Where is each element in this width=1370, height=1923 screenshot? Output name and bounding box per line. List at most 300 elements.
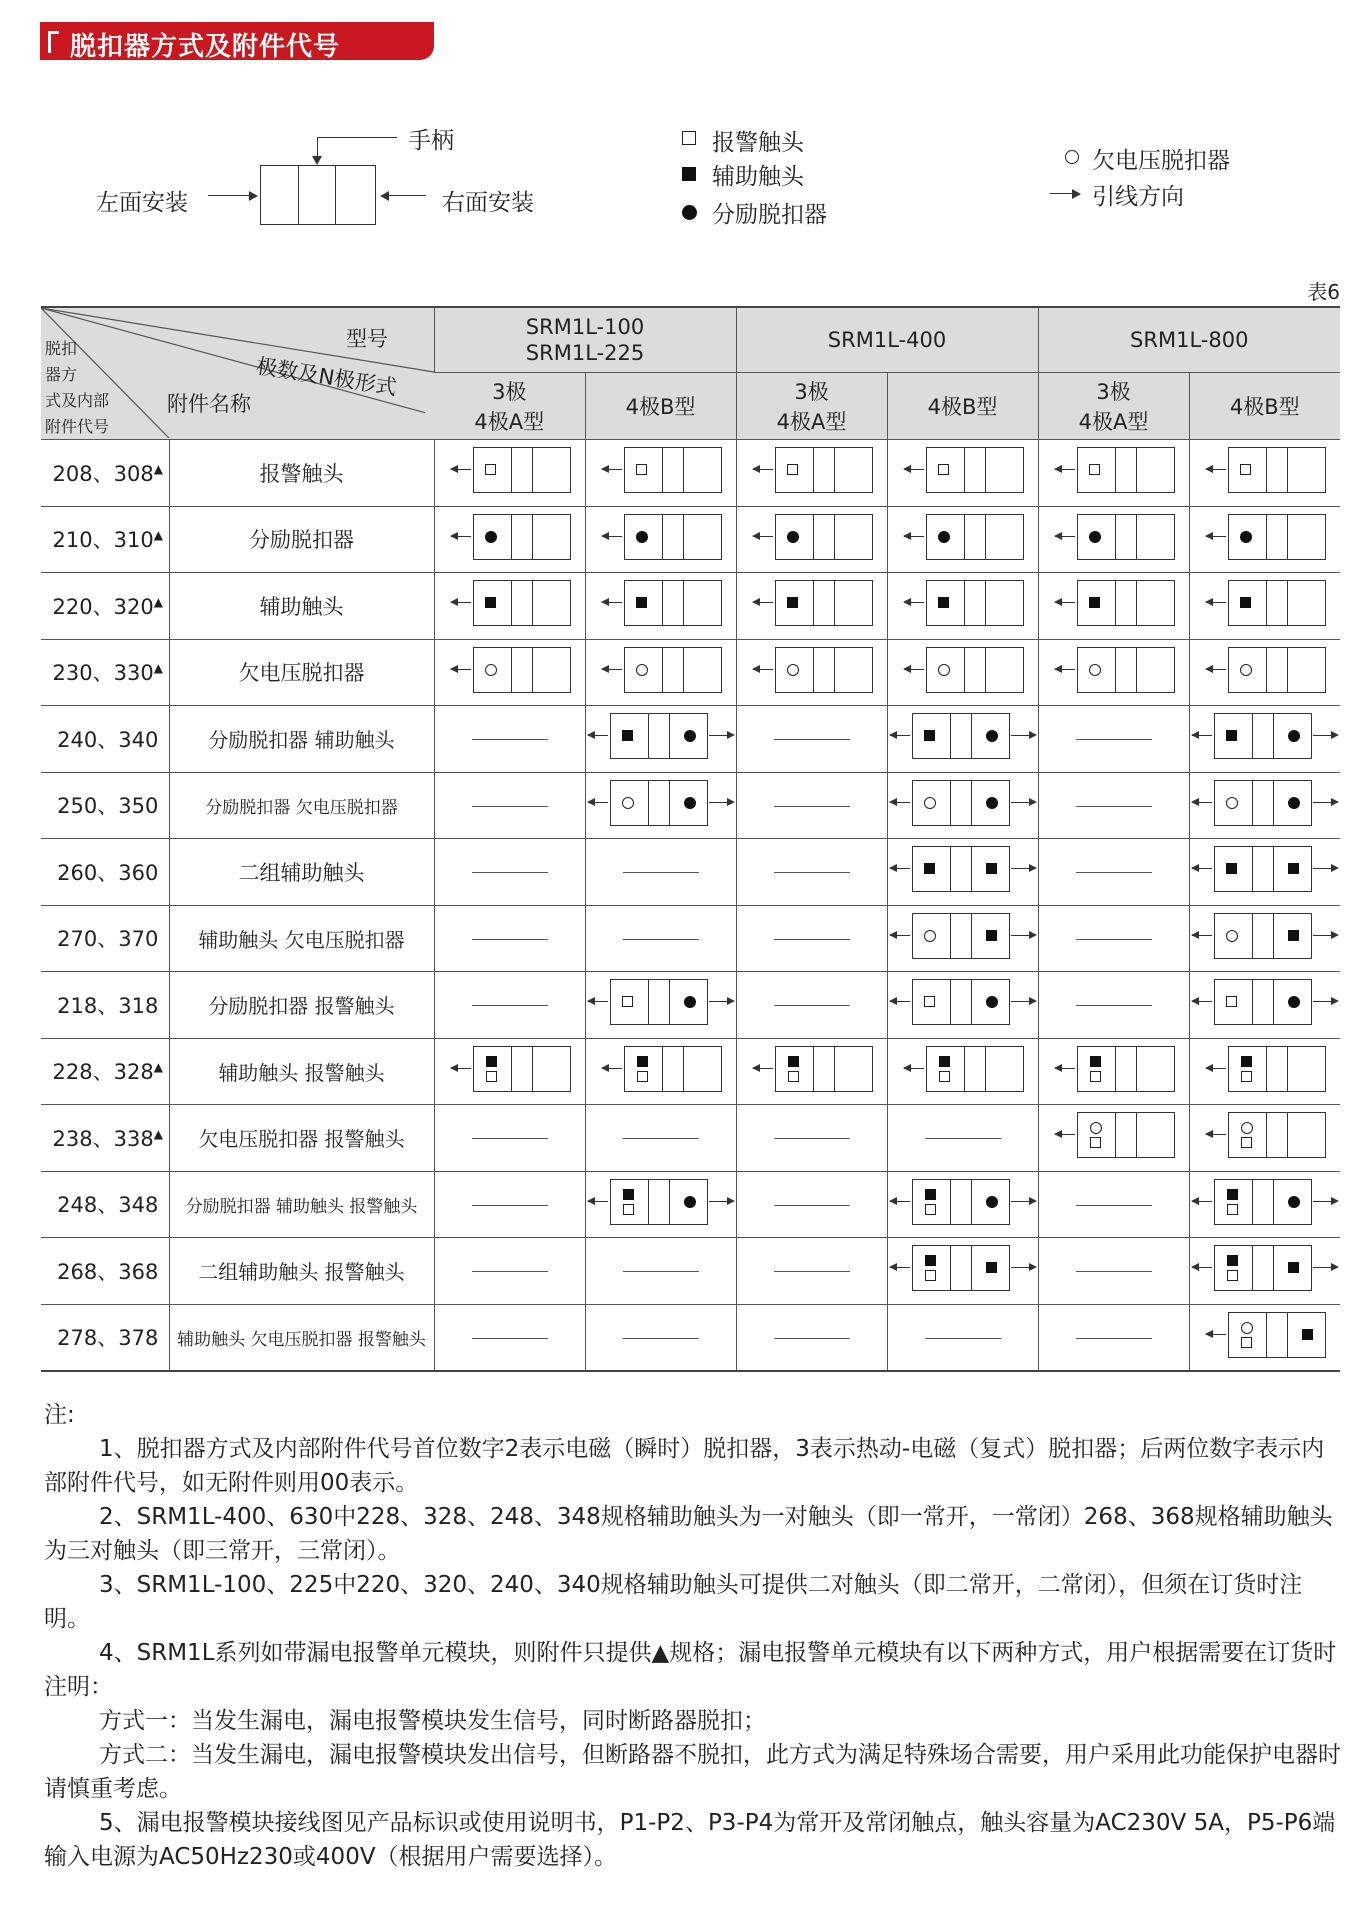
breaker-outline xyxy=(1077,1046,1175,1092)
filled-dot-icon xyxy=(1288,1196,1300,1208)
filled-dot-icon xyxy=(1240,531,1252,543)
breaker-symbol xyxy=(1055,580,1173,626)
breaker-outline xyxy=(1214,979,1312,1025)
model-header-100 xyxy=(434,307,736,373)
breaker-symbol xyxy=(451,1046,569,1092)
not-available-dash xyxy=(736,905,887,972)
filled-dot-icon xyxy=(986,730,998,742)
accessory-name: 二组辅助触头 xyxy=(169,839,434,906)
not-available-dash xyxy=(736,1304,887,1371)
accessory-symbol-cell xyxy=(585,706,736,773)
table-row xyxy=(41,972,1340,1039)
lead-arrow-left-icon xyxy=(588,735,608,736)
dash-line xyxy=(1076,1005,1152,1006)
lead-arrow-left-icon xyxy=(588,1201,608,1202)
corner-code-line3: 式及内部 xyxy=(45,391,110,410)
not-available-dash xyxy=(434,706,585,773)
accessory-symbol-cell xyxy=(1189,1171,1340,1238)
lead-arrow-left-icon xyxy=(1206,469,1226,470)
accessory-symbol-cell xyxy=(585,772,736,839)
not-available-dash xyxy=(1038,972,1189,1039)
lead-arrow-left-icon xyxy=(1055,1068,1075,1069)
undervoltage-label: 欠电压脱扣器 xyxy=(1092,148,1230,174)
lead-arrow-left-icon xyxy=(602,602,622,603)
lead-arrow-right-icon xyxy=(1313,802,1333,803)
breaker-symbol xyxy=(890,1245,1036,1291)
arrow-down-icon xyxy=(312,156,322,165)
lead-arrow-left-icon xyxy=(904,669,924,670)
breaker-outline xyxy=(473,1046,571,1092)
lead-arrow-right-icon xyxy=(1313,935,1333,936)
breaker-symbol xyxy=(588,780,734,826)
breaker-outline xyxy=(1228,580,1326,626)
breaker-outline xyxy=(624,447,722,493)
dash-line xyxy=(774,1205,850,1206)
dash-line xyxy=(774,739,850,740)
breaker-outline xyxy=(912,1179,1010,1225)
lead-arrow-left-icon xyxy=(1192,1001,1212,1002)
lead-arrow-left-icon xyxy=(451,469,471,470)
accessory-symbol-cell xyxy=(585,440,736,507)
pole-header-4b xyxy=(1189,373,1340,440)
pole-header-4b xyxy=(887,373,1038,440)
open-square-icon xyxy=(1090,1137,1101,1148)
breaker-outline xyxy=(1228,1046,1326,1092)
breaker-outline xyxy=(775,647,873,693)
accessory-symbol-cell xyxy=(887,1238,1038,1305)
not-available-dash xyxy=(1038,839,1189,906)
accessory-code xyxy=(41,573,169,640)
lead-arrow-right-icon xyxy=(1011,1267,1031,1268)
accessory-symbol-cell xyxy=(887,573,1038,640)
lead-arrow-left-icon xyxy=(1206,1134,1226,1135)
accessory-symbol-cell xyxy=(887,440,1038,507)
breaker-symbol xyxy=(1206,647,1324,693)
breaker-symbol xyxy=(904,1046,1022,1092)
table-row xyxy=(41,905,1340,972)
open-square-icon xyxy=(1090,1071,1101,1082)
filled-square-icon xyxy=(1288,930,1299,941)
code-text: 210、310 xyxy=(52,528,154,553)
not-available-dash xyxy=(585,839,736,906)
note-4: 4、SRM1L系列如带漏电报警单元模块，则附件只提供▲规格；漏电报警单元模块有以下两种方式，用户根据需要在订货时注明： xyxy=(44,1640,1337,1700)
table-row xyxy=(41,772,1340,839)
lead-arrow-left-icon xyxy=(588,802,608,803)
code-text: 228、328 xyxy=(52,1060,154,1085)
breaker-outline xyxy=(1077,447,1175,493)
model-header-400 xyxy=(736,307,1038,373)
filled-square-icon xyxy=(1302,1329,1313,1340)
accessory-symbol-cell xyxy=(887,1171,1038,1238)
filled-dot-icon xyxy=(684,1196,696,1208)
open-circle-icon xyxy=(938,664,950,676)
breaker-symbol xyxy=(753,580,871,626)
breaker-outline xyxy=(912,780,1010,826)
triangle-mark: ▲ xyxy=(153,1060,163,1075)
filled-dot-icon xyxy=(1288,797,1300,809)
table-row xyxy=(41,1038,1340,1105)
breaker-symbol xyxy=(1206,447,1324,493)
lead-arrow-left-icon xyxy=(451,669,471,670)
lead-arrow-left-icon xyxy=(602,536,622,537)
lead-arrow-left-icon xyxy=(1206,602,1226,603)
filled-dot-icon xyxy=(684,797,696,809)
dash-line xyxy=(623,872,699,873)
accessory-name: 欠电压脱扣器 报警触头 xyxy=(169,1105,434,1172)
notes-label: 注: xyxy=(44,1402,75,1428)
accessory-name: 辅助触头 xyxy=(169,573,434,640)
dash-line xyxy=(1076,939,1152,940)
dash-line xyxy=(623,939,699,940)
breaker-symbol xyxy=(1055,514,1173,560)
corner-model: 型号 xyxy=(346,327,388,351)
accessory-symbol-cell xyxy=(887,972,1038,1039)
breaker-symbol xyxy=(890,1179,1036,1225)
filled-square-icon xyxy=(924,863,935,874)
lead-arrow-left-icon xyxy=(1192,802,1212,803)
code-text: 238、338 xyxy=(52,1126,154,1151)
lead-arrow-left-icon xyxy=(602,469,622,470)
breaker-symbol xyxy=(1055,647,1173,693)
open-square-icon xyxy=(938,464,949,475)
pole-label: 3极 xyxy=(1096,380,1131,404)
dash-line xyxy=(774,1005,850,1006)
accessory-symbol-cell xyxy=(736,639,887,706)
open-square-icon xyxy=(1241,1137,1252,1148)
breaker-outline xyxy=(775,1046,873,1092)
lead-arrow-left-icon xyxy=(602,669,622,670)
filled-dot-icon xyxy=(684,730,696,742)
code-text: 220、320 xyxy=(52,594,154,619)
accessory-code xyxy=(41,839,169,906)
open-square-icon xyxy=(682,131,696,145)
note-2: 2、SRM1L-400、630中228、328、248、348规格辅助触头为一对触头（即一常开，一常闭）268、368规格辅助触头为三对触头（即三常开，三常闭）。 xyxy=(44,1504,1333,1564)
pole-label: 3极 xyxy=(492,380,527,404)
breaker-divider xyxy=(298,165,299,225)
filled-square-icon xyxy=(939,1056,950,1067)
open-square-icon xyxy=(925,1270,936,1281)
breaker-outline xyxy=(926,1046,1024,1092)
dash-line xyxy=(774,1271,850,1272)
lead-arrow-left-icon xyxy=(451,536,471,537)
lead-arrow-left-icon xyxy=(753,536,773,537)
not-available-dash xyxy=(585,905,736,972)
note-3: 3、SRM1L-100、225中220、320、240、340规格辅助触头可提供二对触头（即二常开，二常闭），但须在订货时注明。 xyxy=(44,1572,1303,1632)
open-square-icon xyxy=(1227,1204,1238,1215)
open-square-icon xyxy=(485,464,496,475)
filled-square-icon xyxy=(637,1056,648,1067)
filled-square-icon xyxy=(623,1189,634,1200)
filled-square-icon xyxy=(924,730,935,741)
code-text: 240、340 xyxy=(57,727,159,752)
pole-label: 4极B型 xyxy=(927,395,998,419)
accessory-symbol-cell xyxy=(585,1171,736,1238)
accessory-name: 分励脱扣器 辅助触头 报警触头 xyxy=(169,1171,434,1238)
left-install-arrow xyxy=(208,195,252,196)
lead-arrow-left-icon xyxy=(890,935,910,936)
lead-arrow-right-icon xyxy=(1313,1267,1333,1268)
filled-dot-icon xyxy=(1288,730,1300,742)
breaker-outline xyxy=(624,580,722,626)
filled-dot-icon xyxy=(986,1196,998,1208)
breaker-outline xyxy=(912,846,1010,892)
accessory-code xyxy=(41,1038,169,1105)
notes-section xyxy=(44,1398,1344,1874)
pole-label: 4极A型 xyxy=(776,410,847,434)
not-available-dash xyxy=(434,1105,585,1172)
alarm-contact-label: 报警触头 xyxy=(712,130,804,156)
accessory-symbol-cell xyxy=(1189,1304,1340,1371)
accessory-symbol-cell xyxy=(585,573,736,640)
lead-arrow-left-icon xyxy=(890,735,910,736)
breaker-symbol xyxy=(451,580,569,626)
lead-arrow-left-icon xyxy=(1192,735,1212,736)
lead-arrow-left-icon xyxy=(1055,602,1075,603)
triangle-mark: ▲ xyxy=(153,594,163,609)
accessory-symbol-cell xyxy=(434,573,585,640)
open-square-icon xyxy=(1089,464,1100,475)
breaker-outline xyxy=(473,647,571,693)
lead-arrow-right-icon xyxy=(1011,1001,1031,1002)
accessory-code xyxy=(41,706,169,773)
breaker-symbol xyxy=(753,1046,871,1092)
accessory-name: 辅助触头 报警触头 xyxy=(169,1038,434,1105)
dash-line xyxy=(472,939,548,940)
breaker-symbol xyxy=(904,580,1022,626)
breaker-symbol xyxy=(602,647,720,693)
lead-arrow-left-icon xyxy=(1192,868,1212,869)
accessory-symbol-cell xyxy=(1189,1038,1340,1105)
lead-arrow-right-icon xyxy=(1313,735,1333,736)
breaker-symbol xyxy=(451,647,569,693)
breaker-outline xyxy=(610,713,708,759)
dash-line xyxy=(774,1138,850,1139)
breaker-outline xyxy=(1077,580,1175,626)
handle-label: 手柄 xyxy=(408,128,454,154)
arrow-right-icon xyxy=(249,191,258,201)
pole-label: 4极B型 xyxy=(625,395,696,419)
breaker-symbol xyxy=(904,447,1022,493)
triangle-mark: ▲ xyxy=(153,661,163,676)
not-available-dash xyxy=(736,772,887,839)
accessory-symbol-cell xyxy=(887,905,1038,972)
open-circle-icon xyxy=(1241,1322,1253,1334)
open-circle-icon xyxy=(622,797,634,809)
corner-name: 附件名称 xyxy=(167,392,251,416)
code-text: 260、360 xyxy=(57,860,159,885)
dash-line xyxy=(472,806,548,807)
breaker-outline xyxy=(1228,514,1326,560)
model-name: SRM1L-100 xyxy=(525,315,645,339)
open-circle-icon xyxy=(1065,150,1079,164)
dash-line xyxy=(774,872,850,873)
lead-arrow-left-icon xyxy=(1206,669,1226,670)
breaker-outline xyxy=(1228,1312,1326,1358)
accessory-symbol-cell xyxy=(1189,506,1340,573)
breaker-symbol xyxy=(602,514,720,560)
breaker-symbol xyxy=(588,1179,734,1225)
not-available-dash xyxy=(1038,1238,1189,1305)
breaker-outline xyxy=(624,514,722,560)
not-available-dash xyxy=(887,1304,1038,1371)
accessory-symbol-cell xyxy=(887,506,1038,573)
breaker-outline xyxy=(610,1179,708,1225)
dash-line xyxy=(472,1005,548,1006)
filled-square-icon xyxy=(1226,863,1237,874)
filled-square-icon xyxy=(485,597,496,608)
lead-arrow-right-icon xyxy=(1011,802,1031,803)
breaker-symbol xyxy=(1206,1112,1324,1158)
lead-arrow-right-icon xyxy=(1313,868,1333,869)
not-available-dash xyxy=(736,1105,887,1172)
right-install-label: 右面安装 xyxy=(442,190,534,216)
breaker-symbol xyxy=(1206,1046,1324,1092)
open-circle-icon xyxy=(1090,1122,1102,1134)
open-square-icon xyxy=(939,1071,950,1082)
open-square-icon xyxy=(622,996,633,1007)
pole-label: 4极A型 xyxy=(1078,410,1149,434)
lead-arrow-left-icon xyxy=(1055,536,1075,537)
table-row xyxy=(41,573,1340,640)
not-available-dash xyxy=(585,1238,736,1305)
accessory-symbol-cell xyxy=(887,1038,1038,1105)
lead-arrow-right-icon xyxy=(709,1001,729,1002)
accessory-symbol-cell xyxy=(1189,573,1340,640)
breaker-outline xyxy=(1228,447,1326,493)
breaker-outline xyxy=(1228,647,1326,693)
open-circle-icon xyxy=(1241,1122,1253,1134)
breaker-divider xyxy=(335,165,336,225)
lead-arrow-left-icon xyxy=(890,1267,910,1268)
accessory-symbol-cell xyxy=(1038,639,1189,706)
breaker-outline xyxy=(1077,514,1175,560)
filled-dot-icon xyxy=(1288,996,1300,1008)
breaker-symbol xyxy=(1206,580,1324,626)
not-available-dash xyxy=(736,839,887,906)
breaker-symbol xyxy=(753,647,871,693)
lead-arrow-left-icon xyxy=(1055,669,1075,670)
table-row xyxy=(41,506,1340,573)
breaker-symbol xyxy=(1055,447,1173,493)
accessory-name: 报警触头 xyxy=(169,440,434,507)
note-4-mode-2: 方式二：当发生漏电，漏电报警模块发出信号，但断路器不脱扣，此方式为满足特殊场合需要，用户采用此功能保护电器时请慎重考虑。 xyxy=(44,1742,1341,1802)
lead-arrow-right-icon xyxy=(1011,735,1031,736)
lead-arrow-left-icon xyxy=(904,1068,924,1069)
accessory-symbol-cell xyxy=(736,440,887,507)
not-available-dash xyxy=(736,706,887,773)
lead-arrow-right-icon xyxy=(1011,935,1031,936)
dash-line xyxy=(1076,1338,1152,1339)
dash-line xyxy=(472,739,548,740)
filled-dot-icon xyxy=(1089,531,1101,543)
lead-arrow-left-icon xyxy=(1055,469,1075,470)
accessory-name: 辅助触头 欠电压脱扣器 报警触头 xyxy=(169,1304,434,1371)
lead-arrow-left-icon xyxy=(1055,1134,1075,1135)
breaker-symbol xyxy=(890,979,1036,1025)
left-install-label: 左面安装 xyxy=(96,190,188,216)
open-square-icon xyxy=(1241,1071,1252,1082)
accessory-symbol-cell xyxy=(585,506,736,573)
breaker-outline xyxy=(473,514,571,560)
dash-line xyxy=(774,939,850,940)
table-row xyxy=(41,1238,1340,1305)
note-5: 5、漏电报警模块接线图见产品标识或使用说明书，P1-P2、P3-P4为常开及常闭触点，触头容量为AC230V 5A，P5-P6端输入电源为AC50Hz230或400V（根据用户需要选择）。 xyxy=(44,1810,1336,1870)
lead-arrow-left-icon xyxy=(602,1068,622,1069)
accessory-name: 分励脱扣器 xyxy=(169,506,434,573)
breaker-symbol xyxy=(890,913,1036,959)
accessory-symbol-cell xyxy=(1189,905,1340,972)
code-text: 268、368 xyxy=(57,1259,159,1284)
open-circle-icon xyxy=(787,664,799,676)
lead-arrow-left-icon xyxy=(904,602,924,603)
accessory-code xyxy=(41,1171,169,1238)
open-circle-icon xyxy=(485,664,497,676)
lead-arrow-left-icon xyxy=(753,469,773,470)
breaker-symbol xyxy=(602,447,720,493)
breaker-symbol xyxy=(753,514,871,560)
breaker-outline xyxy=(624,1046,722,1092)
breaker-outline xyxy=(624,647,722,693)
open-square-icon xyxy=(1241,1337,1252,1348)
accessory-name: 欠电压脱扣器 xyxy=(169,639,434,706)
pole-header-3a xyxy=(1038,373,1189,440)
lead-arrow-right-icon xyxy=(1313,1001,1333,1002)
accessory-symbol-cell xyxy=(434,1038,585,1105)
filled-dot-icon xyxy=(787,531,799,543)
accessory-symbol-cell xyxy=(1189,706,1340,773)
table-row xyxy=(41,440,1340,507)
open-square-icon xyxy=(1226,996,1237,1007)
filled-square-icon xyxy=(1288,863,1299,874)
lead-arrow-left-icon xyxy=(451,602,471,603)
accessory-symbol-cell xyxy=(1189,772,1340,839)
not-available-dash xyxy=(434,972,585,1039)
note-4-mode-1: 方式一：当发生漏电，漏电报警模块发生信号，同时断路器脱扣； xyxy=(99,1708,766,1734)
breaker-outline xyxy=(926,447,1024,493)
breaker-symbol xyxy=(890,713,1036,759)
open-square-icon xyxy=(623,1204,634,1215)
accessory-code xyxy=(41,506,169,573)
lead-arrow-right-icon xyxy=(1011,868,1031,869)
breaker-symbol xyxy=(1192,846,1338,892)
lead-arrow-left-icon xyxy=(1192,1267,1212,1268)
open-circle-icon xyxy=(1226,797,1238,809)
breaker-symbol xyxy=(1192,913,1338,959)
open-circle-icon xyxy=(1240,664,1252,676)
breaker-outline xyxy=(1214,846,1312,892)
not-available-dash xyxy=(736,972,887,1039)
dash-line xyxy=(1076,739,1152,740)
accessory-symbol-cell xyxy=(887,839,1038,906)
model-header-800 xyxy=(1038,307,1340,373)
filled-dot-icon xyxy=(682,205,697,220)
not-available-dash xyxy=(1038,706,1189,773)
breaker-outline xyxy=(610,979,708,1025)
lead-arrow-left-icon xyxy=(904,536,924,537)
filled-square-icon xyxy=(1226,730,1237,741)
not-available-dash xyxy=(434,1238,585,1305)
table-row xyxy=(41,839,1340,906)
accessory-code xyxy=(41,1105,169,1172)
shunt-release-label: 分励脱扣器 xyxy=(712,202,827,228)
accessory-code xyxy=(41,440,169,507)
not-available-dash xyxy=(1038,905,1189,972)
accessory-symbol-cell xyxy=(1038,1038,1189,1105)
breaker-symbol xyxy=(904,514,1022,560)
breaker-outline xyxy=(926,580,1024,626)
filled-square-icon xyxy=(986,930,997,941)
accessory-symbol-cell xyxy=(1038,440,1189,507)
